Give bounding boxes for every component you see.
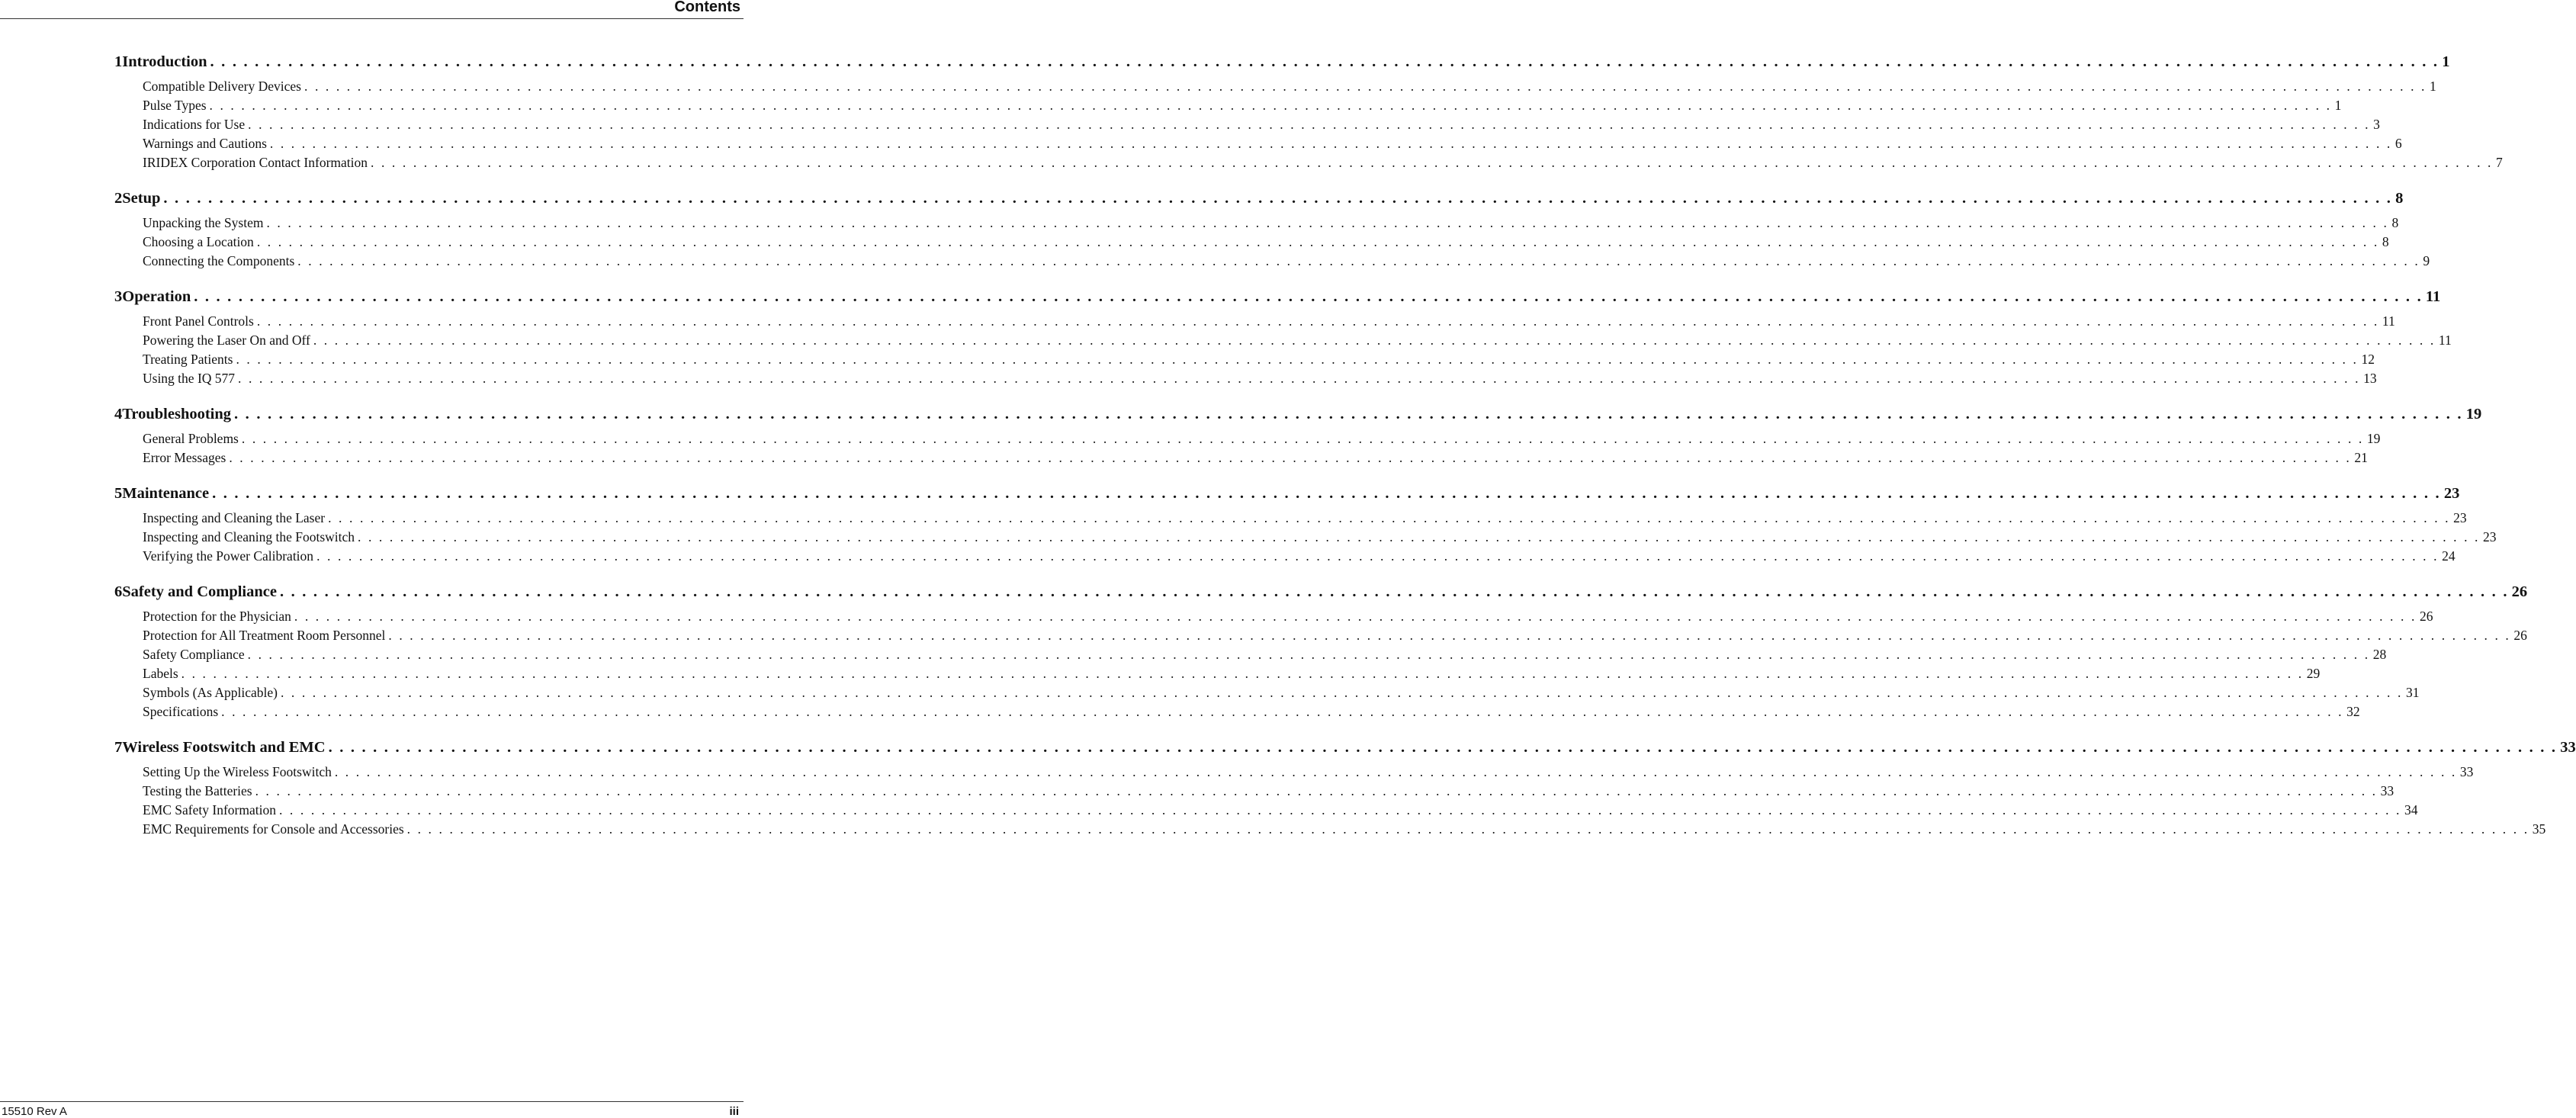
section-page: 12: [2361, 352, 2375, 367]
section-page: 8: [2382, 234, 2389, 249]
section-title: Pulse Types: [143, 98, 207, 113]
section-page: 13: [2363, 371, 2377, 386]
section-title: Powering the Laser On and Off: [143, 333, 310, 348]
dot-leader: . . . . . . . . . . . . . . . . . . . . . . . . . . . . . . . . . . . . . . . . . . . . . . . . . . . . . . . . . . . . . . . . . . . . . . . . . . . . . . . . . . . . . . . . . . . . . . . . . . . . . . . . . . . . . . . . . . . . . . . . . . . . . . . . . . . . . . . . . . . . . . . . . . . . . . . . . . . . . . . . . . . . . . . . . . . . . . . . . . . . . . . . . . . . . . . . . . . . . . . .: [279, 583, 2509, 600]
section-title: Front Panel Controls: [143, 313, 254, 329]
section-entry[interactable]: [114, 821, 2546, 840]
section-page: 7: [2496, 155, 2503, 170]
chapter-page: 8: [2395, 190, 2404, 207]
chapter-entry[interactable]: [114, 190, 2404, 215]
section-entry[interactable]: [114, 783, 2395, 802]
dot-leader: . . . . . . . . . . . . . . . . . . . . . . . . . . . . . . . . . . . . . . . . . . . . . . . . . . . . . . . . . . . . . . . . . . . . . . . . . . . . . . . . . . . . . . . . . . . . . . . . . . . . . . . . . . . . . . . . . . . . . . . . . . . . . . . . . . . . . . . . . . . . . . . . . . . . . . . . . . . . . . . . . . . . . . . . . . . . . . . . . . . . . . . . . . . . . . . . . . . . . . . .: [328, 739, 2558, 756]
dot-leader: . . . . . . . . . . . . . . . . . . . . . . . . . . . . . . . . . . . . . . . . . . . . . . . . . . . . . . . . . . . . . . . . . . . . . . . . . . . . . . . . . . . . . . . . . . . . . . . . . . . . . . . . . . . . . . . . . . . . . . . . . . . . . . . . . . . . . . . . . . . . . . . . . . . . . . . . . . . . . . . . . . . . . . . . . . . . . . . . . . . . . . . . . . . . . . . . . . . . . . . .: [256, 234, 2379, 249]
dot-leader: . . . . . . . . . . . . . . . . . . . . . . . . . . . . . . . . . . . . . . . . . . . . . . . . . . . . . . . . . . . . . . . . . . . . . . . . . . . . . . . . . . . . . . . . . . . . . . . . . . . . . . . . . . . . . . . . . . . . . . . . . . . . . . . . . . . . . . . . . . . . . . . . . . . . . . . . . . . . . . . . . . . . . . . . . . . . . . . . . . . . . . . . . . . . . . . . . . . . . . . .: [316, 548, 2439, 564]
chapter-page: 19: [2465, 406, 2482, 422]
toc-chapter: [114, 739, 2576, 840]
toc-chapter: [114, 53, 2503, 174]
section-entry[interactable]: [114, 155, 2503, 174]
dot-leader: . . . . . . . . . . . . . . . . . . . . . . . . . . . . . . . . . . . . . . . . . . . . . . . . . . . . . . . . . . . . . . . . . . . . . . . . . . . . . . . . . . . . . . . . . . . . . . . . . . . . . . . . . . . . . . . . . . . . . . . . . . . . . . . . . . . . . . . . . . . . . . . . . . . . . . . . . . . . . . . . . . . . . . . . . . . . . . . . . . . . . . . . . . . . . . . . . . . . . . . .: [236, 352, 2359, 367]
dot-leader: . . . . . . . . . . . . . . . . . . . . . . . . . . . . . . . . . . . . . . . . . . . . . . . . . . . . . . . . . . . . . . . . . . . . . . . . . . . . . . . . . . . . . . . . . . . . . . . . . . . . . . . . . . . . . . . . . . . . . . . . . . . . . . . . . . . . . . . . . . . . . . . . . . . . . . . . . . . . . . . . . . . . . . . . . . . . . . . . . . . . . . . . . . . . . . . . . . . . . . . .: [328, 510, 2451, 525]
section-page: 23: [2453, 510, 2467, 525]
dot-leader: . . . . . . . . . . . . . . . . . . . . . . . . . . . . . . . . . . . . . . . . . . . . . . . . . . . . . . . . . . . . . . . . . . . . . . . . . . . . . . . . . . . . . . . . . . . . . . . . . . . . . . . . . . . . . . . . . . . . . . . . . . . . . . . . . . . . . . . . . . . . . . . . . . . . . . . . . . . . . . . . . . . . . . . . . . . . . . . . . . . . . . . . . . . . . . . . . . . . . . . .: [388, 628, 2511, 643]
section-entry[interactable]: [114, 313, 2395, 333]
section-entry[interactable]: [114, 685, 2420, 704]
section-entry[interactable]: [114, 234, 2389, 253]
section-title: Safety Compliance: [143, 647, 245, 662]
section-page: 23: [2483, 529, 2497, 545]
dot-leader: . . . . . . . . . . . . . . . . . . . . . . . . . . . . . . . . . . . . . . . . . . . . . . . . . . . . . . . . . . . . . . . . . . . . . . . . . . . . . . . . . . . . . . . . . . . . . . . . . . . . . . . . . . . . . . . . . . . . . . . . . . . . . . . . . . . . . . . . . . . . . . . . . . . . . . . . . . . . . . . . . . . . . . . . . . . . . . . . . . . . . . . . . . . . . . . . . . . . . . . .: [334, 764, 2457, 779]
dot-leader: . . . . . . . . . . . . . . . . . . . . . . . . . . . . . . . . . . . . . . . . . . . . . . . . . . . . . . . . . . . . . . . . . . . . . . . . . . . . . . . . . . . . . . . . . . . . . . . . . . . . . . . . . . . . . . . . . . . . . . . . . . . . . . . . . . . . . . . . . . . . . . . . . . . . . . . . . . . . . . . . . . . . . . . . . . . . . . . . . . . . . . . . . . . . . . . . . . . . . . . .: [210, 53, 2439, 70]
section-entry[interactable]: [114, 333, 2452, 352]
section-entry[interactable]: [114, 79, 2436, 98]
section-page: 28: [2372, 647, 2387, 662]
section-title: Specifications: [143, 704, 219, 719]
dot-leader: . . . . . . . . . . . . . . . . . . . . . . . . . . . . . . . . . . . . . . . . . . . . . . . . . . . . . . . . . . . . . . . . . . . . . . . . . . . . . . . . . . . . . . . . . . . . . . . . . . . . . . . . . . . . . . . . . . . . . . . . . . . . . . . . . . . . . . . . . . . . . . . . . . . . . . . . . . . . . . . . . . . . . . . . . . . . . . . . . . . . . . . . . . . . . . . . . . . . . . . .: [221, 704, 2344, 719]
chapter-entry[interactable]: [114, 485, 2460, 510]
section-title: Inspecting and Cleaning the Footswitch: [143, 529, 355, 545]
dot-leader: . . . . . . . . . . . . . . . . . . . . . . . . . . . . . . . . . . . . . . . . . . . . . . . . . . . . . . . . . . . . . . . . . . . . . . . . . . . . . . . . . . . . . . . . . . . . . . . . . . . . . . . . . . . . . . . . . . . . . . . . . . . . . . . . . . . . . . . . . . . . . . . . . . . . . . . . . . . . . . . . . . . . . . . . . . . . . . . . . . . . . . . . . . . . . . . . . . . . . . . .: [247, 647, 2370, 662]
dot-leader: . . . . . . . . . . . . . . . . . . . . . . . . . . . . . . . . . . . . . . . . . . . . . . . . . . . . . . . . . . . . . . . . . . . . . . . . . . . . . . . . . . . . . . . . . . . . . . . . . . . . . . . . . . . . . . . . . . . . . . . . . . . . . . . . . . . . . . . . . . . . . . . . . . . . . . . . . . . . . . . . . . . . . . . . . . . . . . . . . . . . . . . . . . . . . . . . . . . . . . . .: [234, 406, 2463, 422]
chapter-entry[interactable]: [114, 406, 2482, 431]
section-page: 9: [2423, 253, 2430, 268]
section-title: Treating Patients: [143, 352, 233, 367]
section-entry[interactable]: [114, 704, 2360, 723]
dot-leader: . . . . . . . . . . . . . . . . . . . . . . . . . . . . . . . . . . . . . . . . . . . . . . . . . . . . . . . . . . . . . . . . . . . . . . . . . . . . . . . . . . . . . . . . . . . . . . . . . . . . . . . . . . . . . . . . . . . . . . . . . . . . . . . . . . . . . . . . . . . . . . . . . . . . . . . . . . . . . . . . . . . . . . . . . . . . . . . . . . . . . . . . . . . . . . . . . . . . . . . .: [255, 783, 2378, 798]
section-title: Choosing a Location: [143, 234, 254, 249]
section-title: Using the IQ 577: [143, 371, 236, 386]
section-entry[interactable]: [114, 117, 2380, 136]
footer-rule: [0, 1101, 744, 1102]
section-entry[interactable]: [114, 609, 2433, 628]
section-page: 32: [2346, 704, 2360, 719]
section-entry[interactable]: [114, 98, 2342, 117]
section-page: 33: [2459, 764, 2474, 779]
section-title: Protection for All Treatment Room Personnel: [143, 628, 386, 643]
section-page: 34: [2404, 802, 2418, 818]
chapter-title: Troubleshooting: [122, 406, 232, 422]
chapter-number: 5: [114, 485, 123, 502]
dot-leader: . . . . . . . . . . . . . . . . . . . . . . . . . . . . . . . . . . . . . . . . . . . . . . . . . . . . . . . . . . . . . . . . . . . . . . . . . . . . . . . . . . . . . . . . . . . . . . . . . . . . . . . . . . . . . . . . . . . . . . . . . . . . . . . . . . . . . . . . . . . . . . . . . . . . . . . . . . . . . . . . . . . . . . . . . . . . . . . . . . . . . . . . . . . . . . . . . . . . . . . .: [278, 802, 2401, 818]
dot-leader: . . . . . . . . . . . . . . . . . . . . . . . . . . . . . . . . . . . . . . . . . . . . . . . . . . . . . . . . . . . . . . . . . . . . . . . . . . . . . . . . . . . . . . . . . . . . . . . . . . . . . . . . . . . . . . . . . . . . . . . . . . . . . . . . . . . . . . . . . . . . . . . . . . . . . . . . . . . . . . . . . . . . . . . . . . . . . . . . . . . . . . . . . . . . . . . . . . . . . . . .: [358, 529, 2481, 545]
dot-leader: . . . . . . . . . . . . . . . . . . . . . . . . . . . . . . . . . . . . . . . . . . . . . . . . . . . . . . . . . . . . . . . . . . . . . . . . . . . . . . . . . . . . . . . . . . . . . . . . . . . . . . . . . . . . . . . . . . . . . . . . . . . . . . . . . . . . . . . . . . . . . . . . . . . . . . . . . . . . . . . . . . . . . . . . . . . . . . . . . . . . . . . . . . . . . . . . . . . . . . . .: [209, 98, 2332, 113]
section-entry[interactable]: [114, 136, 2402, 155]
section-entry[interactable]: [114, 510, 2467, 529]
section-entry[interactable]: [114, 666, 2321, 685]
document-id: 15510 Rev A: [2, 1105, 67, 1118]
chapter-number: 3: [114, 288, 123, 305]
dot-leader: . . . . . . . . . . . . . . . . . . . . . . . . . . . . . . . . . . . . . . . . . . . . . . . . . . . . . . . . . . . . . . . . . . . . . . . . . . . . . . . . . . . . . . . . . . . . . . . . . . . . . . . . . . . . . . . . . . . . . . . . . . . . . . . . . . . . . . . . . . . . . . . . . . . . . . . . . . . . . . . . . . . . . . . . . . . . . . . . . . . . . . . . . . . . . . . . . . . . . . . .: [248, 117, 2371, 132]
dot-leader: . . . . . . . . . . . . . . . . . . . . . . . . . . . . . . . . . . . . . . . . . . . . . . . . . . . . . . . . . . . . . . . . . . . . . . . . . . . . . . . . . . . . . . . . . . . . . . . . . . . . . . . . . . . . . . . . . . . . . . . . . . . . . . . . . . . . . . . . . . . . . . . . . . . . . . . . . . . . . . . . . . . . . . . . . . . . . . . . . . . . . . . . . . . . . . . . . . . . . . . .: [406, 821, 2529, 837]
chapter-number: 4: [114, 406, 123, 422]
chapter-title: Wireless Footswitch and EMC: [122, 739, 326, 756]
section-page: 33: [2380, 783, 2395, 798]
toc-chapter: [114, 288, 2452, 390]
toc-chapter: [114, 406, 2482, 469]
dot-leader: . . . . . . . . . . . . . . . . . . . . . . . . . . . . . . . . . . . . . . . . . . . . . . . . . . . . . . . . . . . . . . . . . . . . . . . . . . . . . . . . . . . . . . . . . . . . . . . . . . . . . . . . . . . . . . . . . . . . . . . . . . . . . . . . . . . . . . . . . . . . . . . . . . . . . . . . . . . . . . . . . . . . . . . . . . . . . . . . . . . . . . . . . . . . . . . . . . . . . . . .: [241, 431, 2364, 446]
section-title: Symbols (As Applicable): [143, 685, 278, 700]
section-page: 24: [2442, 548, 2456, 564]
chapter-entry[interactable]: [114, 583, 2528, 609]
section-title: Inspecting and Cleaning the Laser: [143, 510, 326, 525]
chapter-number: 2: [114, 190, 123, 207]
section-entry[interactable]: [114, 647, 2387, 666]
section-title: Error Messages: [143, 450, 226, 465]
dot-leader: . . . . . . . . . . . . . . . . . . . . . . . . . . . . . . . . . . . . . . . . . . . . . . . . . . . . . . . . . . . . . . . . . . . . . . . . . . . . . . . . . . . . . . . . . . . . . . . . . . . . . . . . . . . . . . . . . . . . . . . . . . . . . . . . . . . . . . . . . . . . . . . . . . . . . . . . . . . . . . . . . . . . . . . . . . . . . . . . . . . . . . . . . . . . . . . . . . . . . . . .: [256, 313, 2379, 329]
table-of-contents: [114, 53, 2576, 856]
section-entry[interactable]: [114, 529, 2497, 548]
section-page: 35: [2532, 821, 2546, 837]
chapter-title: Maintenance: [122, 485, 210, 502]
section-title: IRIDEX Corporation Contact Information: [143, 155, 368, 170]
section-title: Unpacking the System: [143, 215, 264, 230]
dot-leader: . . . . . . . . . . . . . . . . . . . . . . . . . . . . . . . . . . . . . . . . . . . . . . . . . . . . . . . . . . . . . . . . . . . . . . . . . . . . . . . . . . . . . . . . . . . . . . . . . . . . . . . . . . . . . . . . . . . . . . . . . . . . . . . . . . . . . . . . . . . . . . . . . . . . . . . . . . . . . . . . . . . . . . . . . . . . . . . . . . . . . . . . . . . . . . . . . . . . . . . .: [266, 215, 2389, 230]
chapter-number: 6: [114, 583, 123, 600]
dot-leader: . . . . . . . . . . . . . . . . . . . . . . . . . . . . . . . . . . . . . . . . . . . . . . . . . . . . . . . . . . . . . . . . . . . . . . . . . . . . . . . . . . . . . . . . . . . . . . . . . . . . . . . . . . . . . . . . . . . . . . . . . . . . . . . . . . . . . . . . . . . . . . . . . . . . . . . . . . . . . . . . . . . . . . . . . . . . . . . . . . . . . . . . . . . . . . . . . . . . . . . .: [163, 190, 2393, 207]
section-title: Setting Up the Wireless Footswitch: [143, 764, 332, 779]
section-title: Protection for the Physician: [143, 609, 291, 624]
dot-leader: . . . . . . . . . . . . . . . . . . . . . . . . . . . . . . . . . . . . . . . . . . . . . . . . . . . . . . . . . . . . . . . . . . . . . . . . . . . . . . . . . . . . . . . . . . . . . . . . . . . . . . . . . . . . . . . . . . . . . . . . . . . . . . . . . . . . . . . . . . . . . . . . . . . . . . . . . . . . . . . . . . . . . . . . . . . . . . . . . . . . . . . . . . . . . . . . . . . . . . . .: [371, 155, 2494, 170]
section-page: 11: [2438, 333, 2452, 348]
section-title: EMC Safety Information: [143, 802, 276, 818]
page-header-title: Contents: [674, 0, 740, 15]
section-entry[interactable]: [114, 215, 2399, 234]
section-page: 6: [2395, 136, 2402, 151]
header-rule: [0, 18, 744, 19]
dot-leader: . . . . . . . . . . . . . . . . . . . . . . . . . . . . . . . . . . . . . . . . . . . . . . . . . . . . . . . . . . . . . . . . . . . . . . . . . . . . . . . . . . . . . . . . . . . . . . . . . . . . . . . . . . . . . . . . . . . . . . . . . . . . . . . . . . . . . . . . . . . . . . . . . . . . . . . . . . . . . . . . . . . . . . . . . . . . . . . . . . . . . . . . . . . . . . . . . . . . . . . .: [269, 136, 2392, 151]
section-title: Testing the Batteries: [143, 783, 252, 798]
section-page: 1: [2430, 79, 2436, 94]
section-page: 3: [2373, 117, 2380, 132]
section-title: EMC Requirements for Console and Accessories: [143, 821, 404, 837]
section-entry[interactable]: [114, 628, 2527, 647]
section-entry[interactable]: [114, 371, 2377, 390]
dot-leader: . . . . . . . . . . . . . . . . . . . . . . . . . . . . . . . . . . . . . . . . . . . . . . . . . . . . . . . . . . . . . . . . . . . . . . . . . . . . . . . . . . . . . . . . . . . . . . . . . . . . . . . . . . . . . . . . . . . . . . . . . . . . . . . . . . . . . . . . . . . . . . . . . . . . . . . . . . . . . . . . . . . . . . . . . . . . . . . . . . . . . . . . . . . . . . . . . . . . . . . .: [304, 79, 2427, 94]
section-title: Verifying the Power Calibration: [143, 548, 314, 564]
section-title: Warnings and Cautions: [143, 136, 267, 151]
chapter-title: Safety and Compliance: [122, 583, 277, 600]
section-title: General Problems: [143, 431, 239, 446]
chapter-title: Operation: [122, 288, 191, 305]
chapter-number: 1: [114, 53, 123, 70]
chapter-number: 7: [114, 739, 123, 756]
section-page: 19: [2366, 431, 2381, 446]
section-page: 8: [2391, 215, 2399, 230]
chapter-page: 11: [2425, 288, 2441, 305]
section-page: 31: [2405, 685, 2420, 700]
section-entry[interactable]: [114, 764, 2474, 783]
dot-leader: . . . . . . . . . . . . . . . . . . . . . . . . . . . . . . . . . . . . . . . . . . . . . . . . . . . . . . . . . . . . . . . . . . . . . . . . . . . . . . . . . . . . . . . . . . . . . . . . . . . . . . . . . . . . . . . . . . . . . . . . . . . . . . . . . . . . . . . . . . . . . . . . . . . . . . . . . . . . . . . . . . . . . . . . . . . . . . . . . . . . . . . . . . . . . . . . . . . . . . . .: [294, 609, 2417, 624]
section-page: 1: [2334, 98, 2342, 113]
dot-leader: . . . . . . . . . . . . . . . . . . . . . . . . . . . . . . . . . . . . . . . . . . . . . . . . . . . . . . . . . . . . . . . . . . . . . . . . . . . . . . . . . . . . . . . . . . . . . . . . . . . . . . . . . . . . . . . . . . . . . . . . . . . . . . . . . . . . . . . . . . . . . . . . . . . . . . . . . . . . . . . . . . . . . . . . . . . . . . . . . . . . . . . . . . . . . . . . . . . . . . . .: [212, 485, 2441, 502]
section-entry[interactable]: [114, 548, 2456, 567]
section-title: Indications for Use: [143, 117, 246, 132]
dot-leader: . . . . . . . . . . . . . . . . . . . . . . . . . . . . . . . . . . . . . . . . . . . . . . . . . . . . . . . . . . . . . . . . . . . . . . . . . . . . . . . . . . . . . . . . . . . . . . . . . . . . . . . . . . . . . . . . . . . . . . . . . . . . . . . . . . . . . . . . . . . . . . . . . . . . . . . . . . . . . . . . . . . . . . . . . . . . . . . . . . . . . . . . . . . . . . . . . . . . . . . .: [181, 666, 2304, 681]
section-entry[interactable]: [114, 352, 2375, 371]
section-entry[interactable]: [114, 253, 2430, 272]
toc-chapter: [114, 583, 2528, 723]
chapter-page: 1: [2442, 53, 2450, 70]
chapter-entry[interactable]: [114, 739, 2576, 764]
chapter-title: Introduction: [122, 53, 207, 70]
section-entry[interactable]: [114, 450, 2368, 469]
section-entry[interactable]: [114, 802, 2418, 821]
section-title: Labels: [143, 666, 178, 681]
dot-leader: . . . . . . . . . . . . . . . . . . . . . . . . . . . . . . . . . . . . . . . . . . . . . . . . . . . . . . . . . . . . . . . . . . . . . . . . . . . . . . . . . . . . . . . . . . . . . . . . . . . . . . . . . . . . . . . . . . . . . . . . . . . . . . . . . . . . . . . . . . . . . . . . . . . . . . . . . . . . . . . . . . . . . . . . . . . . . . . . . . . . . . . . . . . . . . . . . . . . . . . .: [194, 288, 2423, 305]
section-page: 26: [2513, 628, 2527, 643]
dot-leader: . . . . . . . . . . . . . . . . . . . . . . . . . . . . . . . . . . . . . . . . . . . . . . . . . . . . . . . . . . . . . . . . . . . . . . . . . . . . . . . . . . . . . . . . . . . . . . . . . . . . . . . . . . . . . . . . . . . . . . . . . . . . . . . . . . . . . . . . . . . . . . . . . . . . . . . . . . . . . . . . . . . . . . . . . . . . . . . . . . . . . . . . . . . . . . . . . . . . . . . .: [238, 371, 2361, 386]
chapter-entry[interactable]: [114, 288, 2441, 313]
section-title: Compatible Delivery Devices: [143, 79, 301, 94]
dot-leader: . . . . . . . . . . . . . . . . . . . . . . . . . . . . . . . . . . . . . . . . . . . . . . . . . . . . . . . . . . . . . . . . . . . . . . . . . . . . . . . . . . . . . . . . . . . . . . . . . . . . . . . . . . . . . . . . . . . . . . . . . . . . . . . . . . . . . . . . . . . . . . . . . . . . . . . . . . . . . . . . . . . . . . . . . . . . . . . . . . . . . . . . . . . . . . . . . . . . . . . .: [313, 333, 2436, 348]
section-page: 11: [2382, 313, 2395, 329]
section-page: 29: [2306, 666, 2321, 681]
toc-chapter: [114, 190, 2430, 272]
toc-chapter: [114, 485, 2497, 567]
dot-leader: . . . . . . . . . . . . . . . . . . . . . . . . . . . . . . . . . . . . . . . . . . . . . . . . . . . . . . . . . . . . . . . . . . . . . . . . . . . . . . . . . . . . . . . . . . . . . . . . . . . . . . . . . . . . . . . . . . . . . . . . . . . . . . . . . . . . . . . . . . . . . . . . . . . . . . . . . . . . . . . . . . . . . . . . . . . . . . . . . . . . . . . . . . . . . . . . . . . . . . . .: [280, 685, 2403, 700]
page-number: iii: [729, 1105, 739, 1118]
section-page: 21: [2354, 450, 2368, 465]
chapter-page: 26: [2511, 583, 2528, 600]
section-page: 26: [2419, 609, 2433, 624]
chapter-page: 23: [2443, 485, 2460, 502]
chapter-title: Setup: [122, 190, 161, 207]
dot-leader: . . . . . . . . . . . . . . . . . . . . . . . . . . . . . . . . . . . . . . . . . . . . . . . . . . . . . . . . . . . . . . . . . . . . . . . . . . . . . . . . . . . . . . . . . . . . . . . . . . . . . . . . . . . . . . . . . . . . . . . . . . . . . . . . . . . . . . . . . . . . . . . . . . . . . . . . . . . . . . . . . . . . . . . . . . . . . . . . . . . . . . . . . . . . . . . . . . . . . . . .: [229, 450, 2352, 465]
chapter-page: 33: [2560, 739, 2576, 756]
section-title: Connecting the Components: [143, 253, 295, 268]
dot-leader: . . . . . . . . . . . . . . . . . . . . . . . . . . . . . . . . . . . . . . . . . . . . . . . . . . . . . . . . . . . . . . . . . . . . . . . . . . . . . . . . . . . . . . . . . . . . . . . . . . . . . . . . . . . . . . . . . . . . . . . . . . . . . . . . . . . . . . . . . . . . . . . . . . . . . . . . . . . . . . . . . . . . . . . . . . . . . . . . . . . . . . . . . . . . . . . . . . . . . . . .: [297, 253, 2420, 268]
chapter-entry[interactable]: [114, 53, 2450, 79]
section-entry[interactable]: [114, 431, 2381, 450]
